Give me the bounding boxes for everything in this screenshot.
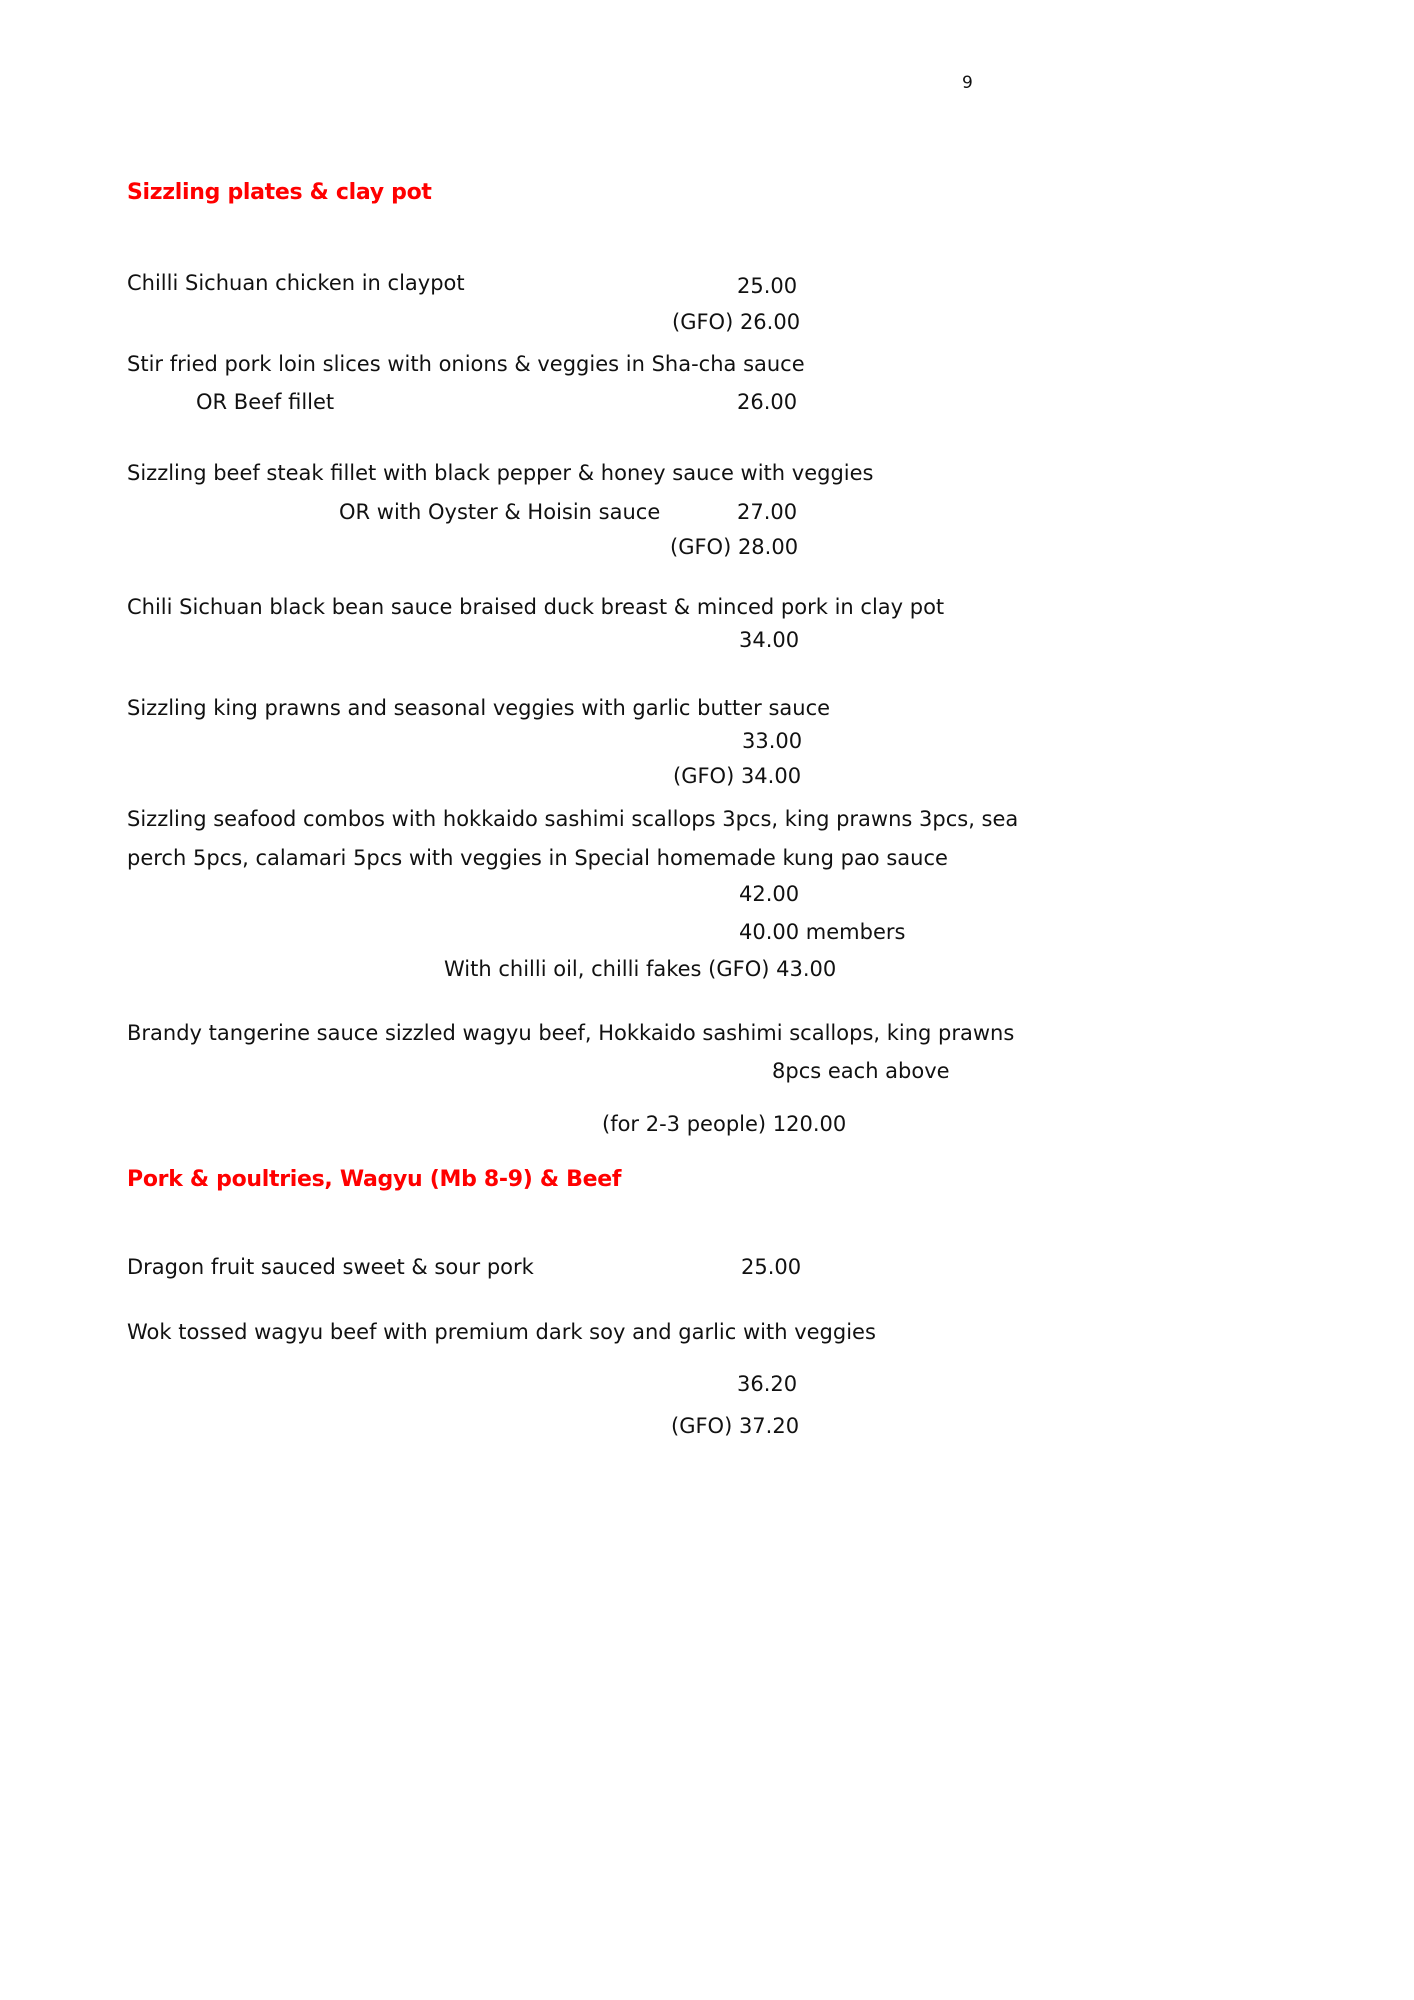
menu-item-price: 42.00 bbox=[739, 882, 800, 906]
menu-item-price: 27.00 bbox=[737, 500, 798, 524]
menu-item-price-gfo: (GFO) 37.20 bbox=[671, 1414, 800, 1438]
menu-item-price: (for 2-3 people) 120.00 bbox=[602, 1112, 847, 1136]
menu-item-price: 36.20 bbox=[737, 1372, 798, 1396]
menu-item-name: Dragon fruit sauced sweet & sour pork bbox=[127, 1255, 534, 1279]
section-heading-sizzling: Sizzling plates & clay pot bbox=[127, 180, 432, 205]
menu-item-price: 26.00 bbox=[737, 390, 798, 414]
menu-item-price: 34.00 bbox=[739, 628, 800, 652]
menu-item-option-price: With chilli oil, chilli fakes (GFO) 43.00 bbox=[444, 957, 837, 981]
menu-item-option: OR Beef fillet bbox=[196, 390, 335, 414]
menu-item-price-members: 40.00 members bbox=[739, 920, 906, 944]
menu-item-name: Wok tossed wagyu beef with premium dark soy and garlic with veggies bbox=[127, 1320, 876, 1344]
page-number: 9 bbox=[962, 73, 973, 93]
menu-item-price-gfo: (GFO) 28.00 bbox=[670, 535, 799, 559]
menu-item-name: Brandy tangerine sauce sizzled wagyu beef, Hokkaido sashimi scallops, king prawns bbox=[127, 1021, 1015, 1045]
menu-item-name: Chilli Sichuan chicken in claypot bbox=[127, 271, 465, 295]
menu-item-name-cont: perch 5pcs, calamari 5pcs with veggies in Special homemade kung pao sauce bbox=[127, 846, 948, 870]
menu-item-name: Stir fried pork loin slices with onions & veggies in Sha-cha sauce bbox=[127, 352, 805, 376]
menu-item-price: 25.00 bbox=[737, 274, 798, 298]
menu-item-note: 8pcs each above bbox=[772, 1059, 950, 1083]
menu-item-price: 33.00 bbox=[742, 729, 803, 753]
menu-item-name: Sizzling king prawns and seasonal veggies with garlic butter sauce bbox=[127, 696, 831, 720]
menu-item-name: Sizzling seafood combos with hokkaido sashimi scallops 3pcs, king prawns 3pcs, sea bbox=[127, 807, 1019, 831]
menu-item-price-gfo: (GFO) 34.00 bbox=[673, 764, 802, 788]
section-heading-pork-poultries: Pork & poultries, Wagyu (Mb 8-9) & Beef bbox=[127, 1167, 622, 1192]
menu-item-name: Chili Sichuan black bean sauce braised duck breast & minced pork in clay pot bbox=[127, 595, 945, 619]
menu-item-price-gfo: (GFO) 26.00 bbox=[672, 310, 801, 334]
menu-item-option: OR with Oyster & Hoisin sauce bbox=[339, 500, 661, 524]
menu-item-price: 25.00 bbox=[741, 1255, 802, 1279]
menu-item-name: Sizzling beef steak fillet with black pepper & honey sauce with veggies bbox=[127, 461, 874, 485]
